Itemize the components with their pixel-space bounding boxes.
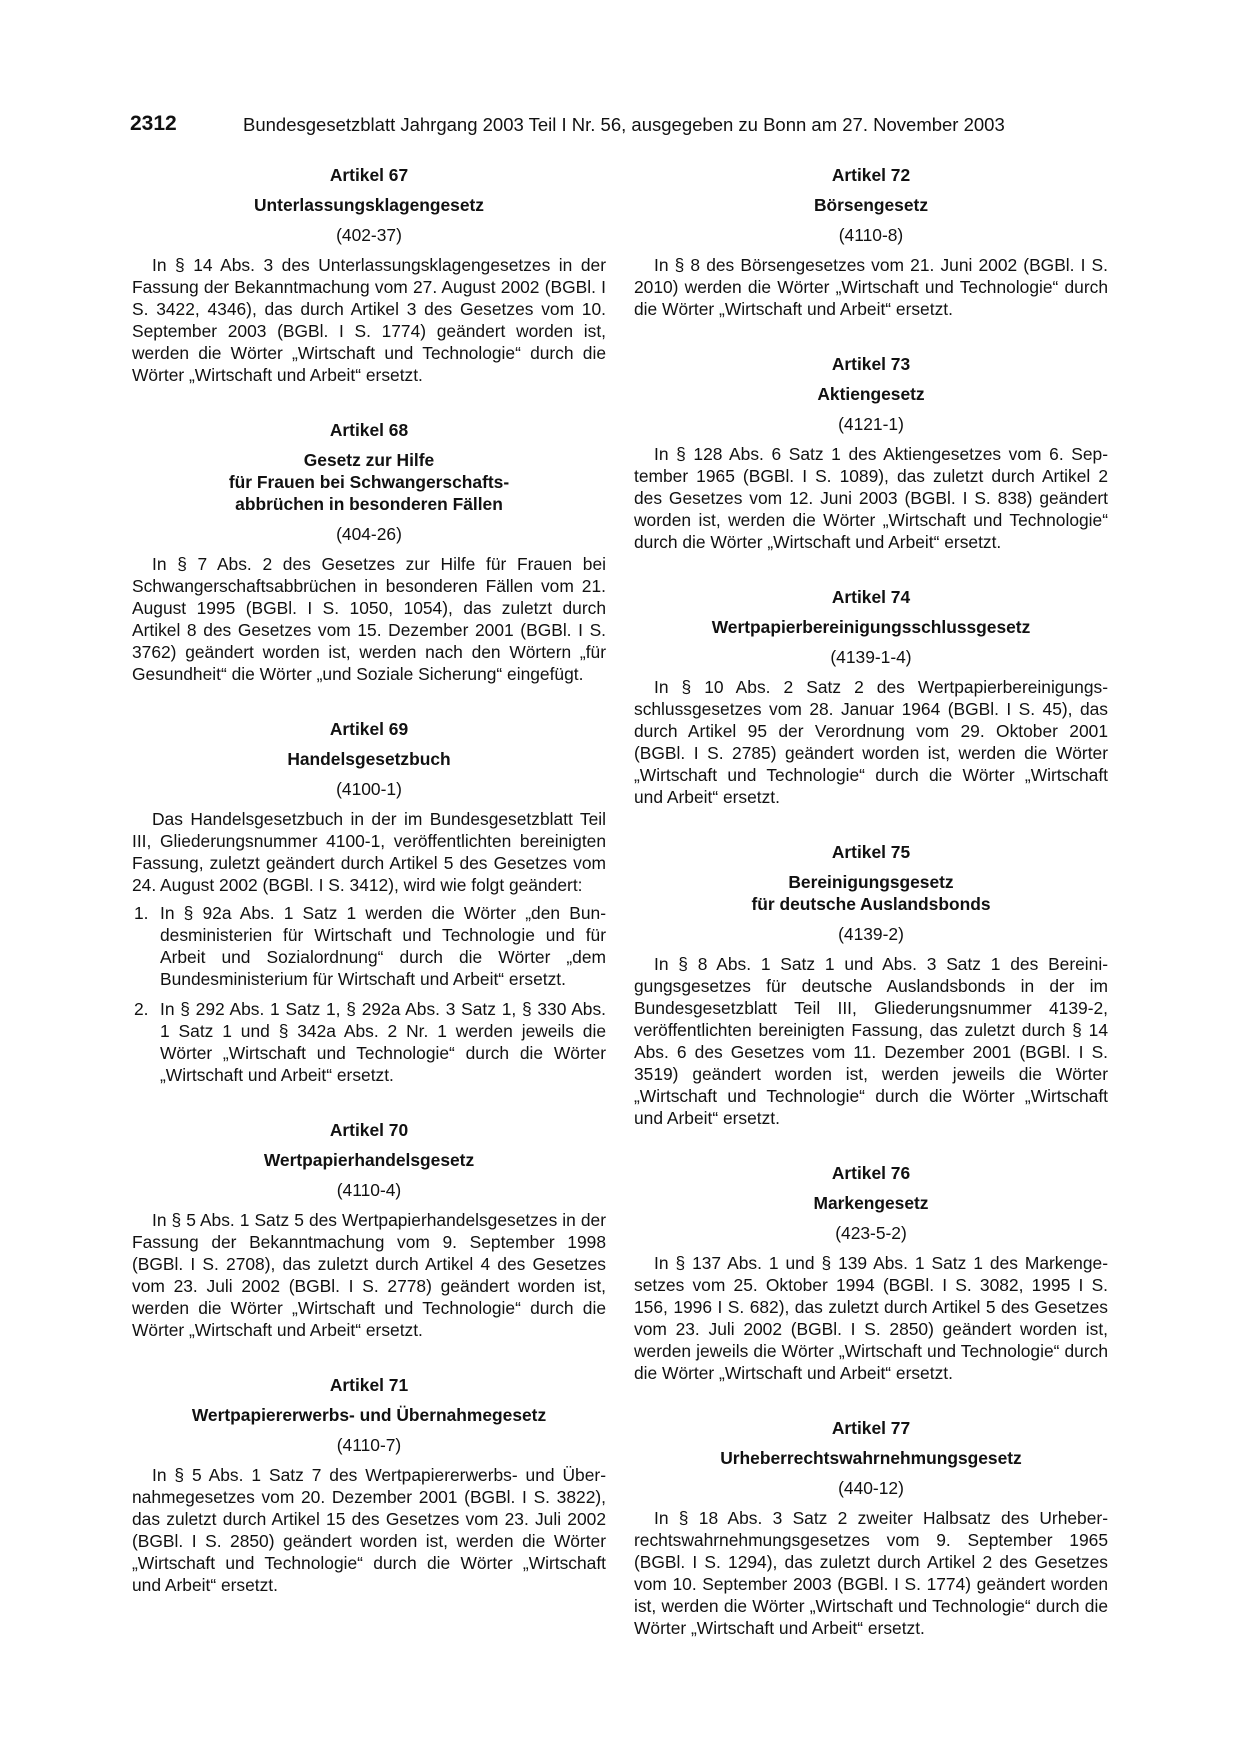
article-title: Wertpapierbereinigungsschlussgesetz xyxy=(711,617,1031,637)
article-code: (404-26) xyxy=(336,524,402,544)
article-text: Das Handelsgesetzbuch in der im Bundesgesetzblatt Teil III, Gliederungsnummer 4100-1, veröffentlichten bereinigten Fassung, zuletzt geändert durch Artikel 5 des Gesetzes vom 24. August 2002 (BGBl. I S. 3412), wird wie folgt geändert: xyxy=(132,809,606,895)
article-number: Artikel 70 xyxy=(329,1120,409,1140)
article-title: Aktiengesetz xyxy=(817,384,925,404)
article-code: (4139-2) xyxy=(838,924,904,944)
article-text: In § 14 Abs. 3 des Unterlassungsklagengesetzes in der Fassung der Bekanntmachung vom 27. August 2002 (BGBl. I S. 3422, 4346), das durch Artikel 3 des Gesetzes vom 10. September 2003 (BGBl. I S. 1774) geändert worden ist, werden die Wörter „Wirtschaft und Technologie“ durch die Wörter „Wirtschaft und Arbeit“ ersetzt. xyxy=(132,255,606,385)
article-72 xyxy=(634,164,1108,320)
list-item-text: In § 92a Abs. 1 Satz 1 werden die Wörter „den Bundesministerien für Wirtschaft und Technologie und für Arbeit und Sozialordnung“ durch die Wörter „dem Bundesministerium für Wirtschaft und Arbeit“ ersetzt. xyxy=(160,903,606,989)
article-number: Artikel 77 xyxy=(831,1418,911,1438)
article-74 xyxy=(634,586,1108,808)
article-code: (402-37) xyxy=(336,225,402,245)
article-number: Artikel 72 xyxy=(831,165,911,185)
article-title: Börsengesetz xyxy=(813,195,929,215)
list-item-text: In § 292 Abs. 1 Satz 1, § 292a Abs. 3 Satz 1, § 330 Abs. 1 Satz 1 und § 342a Abs. 2 Nr. 1 werden jeweils die Wörter „Wirtschaft und Technologie“ durch die Wörter „Wirtschaft und Arbeit“ ersetzt. xyxy=(160,999,606,1085)
article-text: In § 128 Abs. 6 Satz 1 des Aktiengesetzes vom 6. September 1965 (BGBl. I S. 1089), das zuletzt durch Artikel 2 des Gesetzes vom 12. Juni 2003 (BGBl. I S. 838) geändert worden ist, werden die Wörter „Wirtschaft und Technologie“ durch die Wörter „Wirtschaft und Arbeit“ ersetzt. xyxy=(634,444,1108,552)
amendment-list xyxy=(132,902,606,1086)
article-title: Wertpapierhandelsgesetz xyxy=(263,1150,475,1170)
article-73 xyxy=(634,353,1108,553)
article-code: (423-5-2) xyxy=(835,1223,907,1243)
article-text: In § 5 Abs. 1 Satz 5 des Wertpapierhandelsgesetzes in der Fassung der Bekanntmachung vom 9. September 1998 (BGBl. I S. 2708), das zuletzt durch Artikel 4 des Gesetzes vom 23. Juli 2002 (BGBl. I S. 2778) geändert worden ist, werden die Wörter „Wirtschaft und Technologie“ durch die Wörter „Wirtschaft und Arbeit“ ersetzt. xyxy=(132,1210,606,1340)
article-code: (4110-8) xyxy=(838,225,904,245)
article-code: (4110-4) xyxy=(336,1180,402,1200)
left-column xyxy=(132,164,606,1629)
article-number: Artikel 75 xyxy=(831,842,911,862)
article-number: Artikel 68 xyxy=(329,420,409,440)
article-title-line-1: Gesetz zur Hilfe xyxy=(303,450,435,470)
article-code: (4139-1-4) xyxy=(830,647,912,667)
article-title-line-2: für Frauen bei Schwangerschafts- xyxy=(228,472,510,492)
article-title: Wertpapiererwerbs- und Übernahmegesetz xyxy=(191,1405,547,1425)
article-title: Unterlassungsklagengesetz xyxy=(253,195,485,215)
article-title: Handelsgesetzbuch xyxy=(287,749,451,769)
article-71 xyxy=(132,1374,606,1596)
article-title-line-3: abbrüchen in besonderen Fällen xyxy=(235,494,503,514)
list-item xyxy=(132,998,606,1086)
article-title-line-2: für deutsche Auslandsbonds xyxy=(751,894,991,914)
right-column xyxy=(634,164,1108,1672)
page-header xyxy=(130,112,1120,142)
article-title: Markengesetz xyxy=(813,1193,929,1213)
article-68 xyxy=(132,419,606,685)
list-item-number: 2. xyxy=(134,999,149,1019)
list-item xyxy=(132,902,606,990)
article-69 xyxy=(132,718,606,1086)
article-number: Artikel 74 xyxy=(831,587,911,607)
article-70 xyxy=(132,1119,606,1341)
article-text: In § 18 Abs. 3 Satz 2 zweiter Halbsatz des Urheberrechtswahrnehmungsgesetzes vom 9. September 1965 (BGBl. I S. 1294), das zuletzt durch Artikel 2 des Gesetzes vom 10. September 2003 (BGBl. I S. 1774) geändert worden ist, werden die Wörter „Wirtschaft und Technologie“ durch die Wörter „Wirtschaft und Arbeit“ ersetzt. xyxy=(634,1508,1108,1638)
article-75 xyxy=(634,841,1108,1129)
page-number: 2312 xyxy=(130,112,177,135)
article-number: Artikel 67 xyxy=(329,165,409,185)
article-code: (440-12) xyxy=(838,1478,904,1498)
article-number: Artikel 71 xyxy=(329,1375,409,1395)
article-text: In § 5 Abs. 1 Satz 7 des Wertpapiererwerbs- und Übernahmegesetzes vom 20. Dezember 2001 (BGBl. I S. 3822), das zuletzt durch Artikel 15 des Gesetzes vom 23. Juli 2002 (BGBl. I S. 2850) geändert worden ist, werden die Wörter „Wirtschaft und Technologie“ durch die Wörter „Wirtschaft und Arbeit“ ersetzt. xyxy=(132,1465,606,1595)
article-code: (4100-1) xyxy=(336,779,402,799)
article-text: In § 8 Abs. 1 Satz 1 und Abs. 3 Satz 1 des Bereinigungsgesetzes für deutsche Auslandsbonds in der im Bundesgesetzblatt Teil III, Gliederungsnummer 4139-2, veröffentlichten bereinigten Fassung, das zuletzt durch § 14 Abs. 6 des Gesetzes vom 11. Dezember 2001 (BGBl. I S. 3519) geändert worden ist, werden jeweils die Wörter „Wirtschaft und Technologie“ durch die Wörter „Wirtschaft und Arbeit“ ersetzt. xyxy=(634,954,1108,1128)
article-text: In § 8 des Börsengesetzes vom 21. Juni 2002 (BGBl. I S. 2010) werden die Wörter „Wirtschaft und Technologie“ durch die Wörter „Wirtschaft und Arbeit“ ersetzt. xyxy=(634,255,1108,319)
article-67 xyxy=(132,164,606,386)
article-text: In § 7 Abs. 2 des Gesetzes zur Hilfe für Frauen bei Schwangerschaftsabbrüchen in besonderen Fällen vom 21. August 1995 (BGBl. I S. 1050, 1054), das zuletzt durch Artikel 8 des Gesetzes vom 15. Dezember 2001 (BGBl. I S. 3762) geändert worden ist, werden nach den Wörtern „für Gesundheit“ die Wörter „und Soziale Sicherung“ eingefügt. xyxy=(132,554,606,684)
article-77 xyxy=(634,1417,1108,1639)
article-number: Artikel 69 xyxy=(329,719,409,739)
article-title: Urheberrechtswahrnehmungsgesetz xyxy=(720,1448,1022,1468)
article-code: (4121-1) xyxy=(838,414,904,434)
article-code: (4110-7) xyxy=(336,1435,402,1455)
running-title: Bundesgesetzblatt Jahrgang 2003 Teil I Nr. 56, ausgegeben zu Bonn am 27. November 2003 xyxy=(243,114,1005,135)
article-title-line-1: Bereinigungsgesetz xyxy=(788,872,954,892)
article-number: Artikel 76 xyxy=(831,1163,911,1183)
list-item-number: 1. xyxy=(134,903,149,923)
article-76 xyxy=(634,1162,1108,1384)
article-number: Artikel 73 xyxy=(831,354,911,374)
article-text: In § 10 Abs. 2 Satz 2 des Wertpapierbereinigungsschlussgesetzes vom 28. Januar 1964 (BGBl. I S. 45), das durch Artikel 95 der Verordnung vom 29. Oktober 2001 (BGBl. I S. 2785) geändert worden ist, werden die Wörter „Wirtschaft und Technologie“ durch die Wörter „Wirtschaft und Arbeit“ ersetzt. xyxy=(634,677,1108,807)
article-text: In § 137 Abs. 1 und § 139 Abs. 1 Satz 1 des Markengesetzes vom 25. Oktober 1994 (BGBl. I S. 3082, 1995 I S. 156, 1996 I S. 682), das zuletzt durch Artikel 5 des Gesetzes vom 23. Juli 2002 (BGBl. I S. 2850) geändert worden ist, werden jeweils die Wörter „Wirtschaft und Technologie“ durch die Wörter „Wirtschaft und Arbeit“ ersetzt. xyxy=(634,1253,1108,1383)
